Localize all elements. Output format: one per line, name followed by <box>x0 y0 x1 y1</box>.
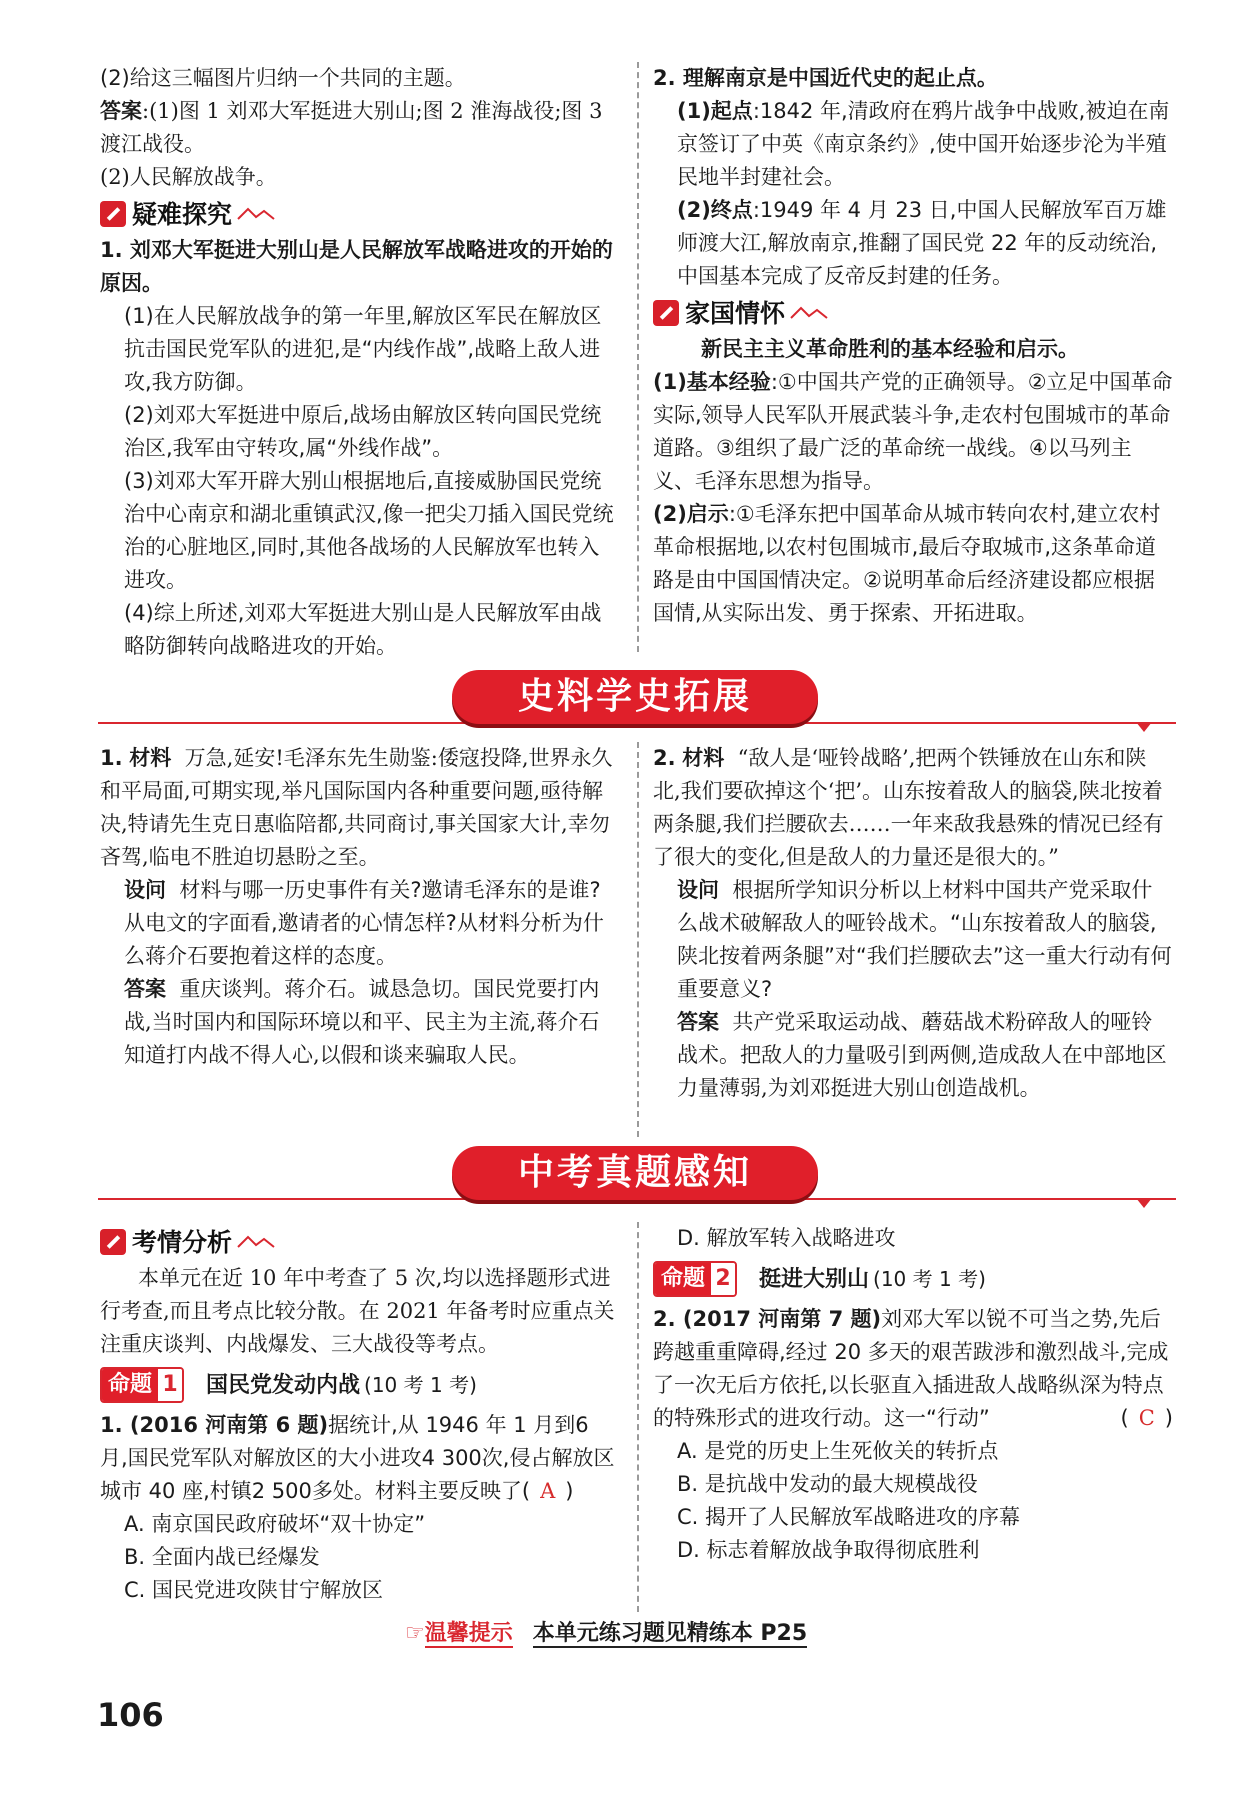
question-2: (2)给这三幅图片归纳一个共同的主题。 <box>100 66 466 90</box>
option-d: D. 解放军转入战略进攻 <box>677 1226 896 1250</box>
inspiration-label: (2)启示 <box>653 502 729 526</box>
analysis-text: 本单元在近 10 年中考查了 5 次,均以选择题形式进行考查,而且考点比较分散。在 2021 年备考时应重点关注重庆谈判、内战爆发、三大战役等考点。 <box>100 1266 615 1356</box>
answer-content: 共产党采取运动战、蘑菇战术粉碎敌人的哑铃战术。把敌人的力量吸引到两侧,造成敌人在中部地区力量薄弱,为刘邓挺进大别山创造战机。 <box>677 1010 1167 1100</box>
section-title: 疑难探究 <box>132 199 233 229</box>
tip-label: 温馨提示 <box>424 1621 513 1646</box>
answer-text: :(1)图 1 刘邓大军挺进大别山;图 2 淮海战役;图 3 渡江战役。 <box>100 99 603 156</box>
topic-label: 命题 <box>655 1263 711 1295</box>
banner-title: 中考真题感知 <box>452 1146 818 1200</box>
option-b: B. 全面内战已经爆发 <box>124 1545 320 1569</box>
column-divider-bottom <box>637 1222 639 1612</box>
start-point-text: :1842 年,清政府在鸦片战争中战败,被迫在南京签订了中英《南京条约》,使中国开始逐步沦为半殖民地半封建社会。 <box>677 99 1170 189</box>
material-label: 材料 <box>682 746 725 770</box>
material-1 <box>100 742 620 1072</box>
tip-text: 本单元练习题见精练本 P25 <box>532 1621 808 1646</box>
question-label: 设问 <box>677 878 719 902</box>
banner-arrow <box>1136 722 1152 732</box>
column-divider-top <box>637 62 639 652</box>
wave-icon <box>236 1233 276 1251</box>
yinan-point-3: (3)刘邓大军开辟大别山根据地后,直接威胁国民党统治中心南京和湖北重镇武汉,像一把尖刀插入国民党统治的心脏地区,同时,其他各战场的人民解放军也转入进攻。 <box>124 469 614 592</box>
wave-icon <box>789 304 829 322</box>
option-a: A. 南京国民政府破坏“双十协定” <box>124 1512 426 1536</box>
banner-title: 史料学史拓展 <box>452 670 818 724</box>
topic-number: 1 <box>158 1369 182 1401</box>
material-content: 万急,延安!毛泽东先生勋鉴:倭寇投降,世界永久和平局面,可期实现,举凡国际国内各种重要问题,亟待解决,特请先生克日惠临陪都,共同商讨,事关国家大计,幸勿吝驾,临电不胜迫切悬盼之至。 <box>100 746 613 869</box>
bottom-right-column <box>653 1222 1173 1567</box>
answer-2: (2)人民解放战争。 <box>100 165 277 189</box>
question-stem: 刘邓大军以锐不可当之势,先后跨越重重障碍,经过 20 多天的艰苦跋涉和激烈战斗,完成了一次无后方依托,以长驱直入插进敌人战略纵深为特点的特殊形式的进攻行动。这一“行动” <box>653 1307 1169 1430</box>
yinan-point-2: (2)刘邓大军挺进中原后,战场由解放区转向国民党统治区,我军由守转攻,属“外线作战”。 <box>124 403 602 460</box>
question-source: 1. (2016 河南第 6 题) <box>100 1413 329 1437</box>
answer-label: 答案 <box>124 977 166 1001</box>
section-title: 家国情怀 <box>685 298 786 328</box>
yinan-point-1: (1)在人民解放战争的第一年里,解放区军民在解放区抗击国民党军队的进犯,是“内线作战”,战略上敌人进攻,我方防御。 <box>124 304 602 394</box>
topic-name: 挺进大别山 <box>759 1266 870 1292</box>
material-1-answer <box>100 973 620 1072</box>
experience-label: (1)基本经验 <box>653 370 771 394</box>
answer <box>100 95 620 161</box>
section-title: 考情分析 <box>132 1227 233 1257</box>
column-divider-mid <box>637 742 639 1137</box>
option-b: B. 是抗战中发动的最大规模战役 <box>677 1472 978 1496</box>
bottom-left-column <box>100 1222 620 1607</box>
question-label: 设问 <box>124 878 166 902</box>
nanjing-question: 2. 理解南京是中国近代史的起止点。 <box>653 66 998 90</box>
top-left-column <box>100 62 620 663</box>
banner-shiliao <box>0 670 1250 740</box>
yinan-point-4: (4)综上所述,刘邓大军挺进大别山是人民解放军由战略防御转向战略进攻的开始。 <box>124 601 602 658</box>
pencil-icon <box>653 300 679 326</box>
item-number: 1. <box>100 746 123 770</box>
jiaguo-subtitle: 新民主主义革命胜利的基本经验和启示。 <box>701 337 1079 361</box>
end-point-text: :1949 年 4 月 23 日,中国人民解放军百万雄师渡大江,解放南京,推翻了国民党 22 年的反动统治,中国基本完成了反帝反封建的任务。 <box>677 198 1167 288</box>
question-source: 2. (2017 河南第 7 题) <box>653 1307 882 1331</box>
topic-2-header <box>653 1259 1173 1299</box>
topic-count: (10 考 1 考) <box>364 1372 477 1397</box>
end-point-label: (2)终点 <box>677 198 753 222</box>
page-number: 106 <box>97 1696 164 1734</box>
topic-name: 国民党发动内战 <box>206 1372 361 1398</box>
tip-line <box>405 1616 807 1647</box>
end-point <box>653 194 1173 293</box>
handwritten-answer: A <box>540 1479 556 1503</box>
top-right-column <box>653 62 1173 630</box>
experience-text: :①中国共产党的正确领导。②立足中国革命实际,领导人民军队开展武装斗争,走农村包围城市的革命道路。③组织了最广泛的革命统一战线。④以马列主义、毛泽东思想为指导。 <box>653 370 1173 493</box>
section-header-yinan <box>100 196 620 232</box>
option-d: D. 标志着解放战争取得彻底胜利 <box>677 1538 980 1562</box>
yinan-question: 1. 刘邓大军挺进大别山是人民解放军战略进攻的开始的原因。 <box>100 238 613 295</box>
answer-label: 答案 <box>100 99 142 123</box>
material-content: “敌人是‘哑铃战略’,把两个铁锤放在山东和陕北,我们要砍掉这个‘把’。山东按着敌人的脑袋,陕北按着两条腿,我们拦腰砍去……一年来敌我悬殊的情况已经有了很大的变化,但是敌人的力量还是很大的。” <box>653 746 1164 869</box>
item-number: 2. <box>653 746 676 770</box>
pencil-icon <box>100 201 126 227</box>
topic-1-header <box>100 1365 620 1405</box>
option-a: A. 是党的历史上生死攸关的转折点 <box>677 1439 999 1463</box>
inspiration-text: :①毛泽东把中国革命从城市转向农村,建立农村革命根据地,以农村包围城市,最后夺取城市,这条革命道路是由中国国情决定。②说明革命后经济建设都应根据国情,从实际出发、勇于探索、开拓进取。 <box>653 502 1161 625</box>
section-header-kaoqing <box>100 1224 620 1260</box>
answer-label: 答案 <box>677 1010 719 1034</box>
topic-label: 命题 <box>102 1369 158 1401</box>
material-2-answer <box>653 1006 1173 1105</box>
topic-badge <box>653 1261 737 1297</box>
topic-number: 2 <box>711 1263 735 1295</box>
option-c: C. 揭开了人民解放军战略进攻的序幕 <box>677 1505 1021 1529</box>
handwritten-answer: C <box>1138 1406 1155 1430</box>
bracket-close: ) <box>565 1479 574 1503</box>
material-1-text <box>100 742 620 874</box>
pointing-hand-icon: ☞ <box>405 1621 425 1646</box>
material-1-question <box>100 874 620 973</box>
start-point-label: (1)起点 <box>677 99 753 123</box>
material-label: 材料 <box>129 746 172 770</box>
answer-content: 重庆谈判。蒋介石。诚恳急切。国民党要打内战,当时国内和国际环境以和平、民主为主流,蒋介石知道打内战不得人心,以假和谈来骗取人民。 <box>124 977 600 1067</box>
banner-zhongkao <box>0 1146 1250 1216</box>
topic-count: (10 考 1 考) <box>873 1266 986 1291</box>
inspiration <box>653 498 1173 630</box>
banner-arrow <box>1136 1198 1152 1208</box>
material-2-text <box>653 742 1173 874</box>
section-header-jiaguo <box>653 295 1173 331</box>
pencil-icon <box>100 1229 126 1255</box>
question-content: 根据所学知识分析以上材料中国共产党采取什么战术破解敌人的哑铃战术。“山东按着敌人的脑袋,陕北按着两条腿”对“我们拦腰砍去”这一重大行动有何重要意义? <box>677 878 1172 1001</box>
topic-badge <box>100 1367 184 1403</box>
question-content: 材料与哪一历史事件有关?邀请毛泽东的是谁?从电文的字面看,邀请者的心情怎样?从材料分析为什么蒋介石要抱着这样的态度。 <box>124 878 604 968</box>
material-2-question <box>653 874 1173 1006</box>
material-2 <box>653 742 1173 1105</box>
wave-icon <box>236 205 276 223</box>
question-stem: 据统计,从 1946 年 1 月到6 月,国民党军队对解放区的大小进攻4 300次,侵占解放区城市 40 座,村镇2 500多处。材料主要反映了( <box>100 1413 615 1503</box>
start-point <box>653 95 1173 194</box>
option-c: C. 国民党进攻陕甘宁解放区 <box>124 1578 384 1602</box>
answer-bracket: ( C ) <box>1120 1406 1173 1430</box>
exam-question-1 <box>100 1409 620 1508</box>
experience <box>653 366 1173 498</box>
